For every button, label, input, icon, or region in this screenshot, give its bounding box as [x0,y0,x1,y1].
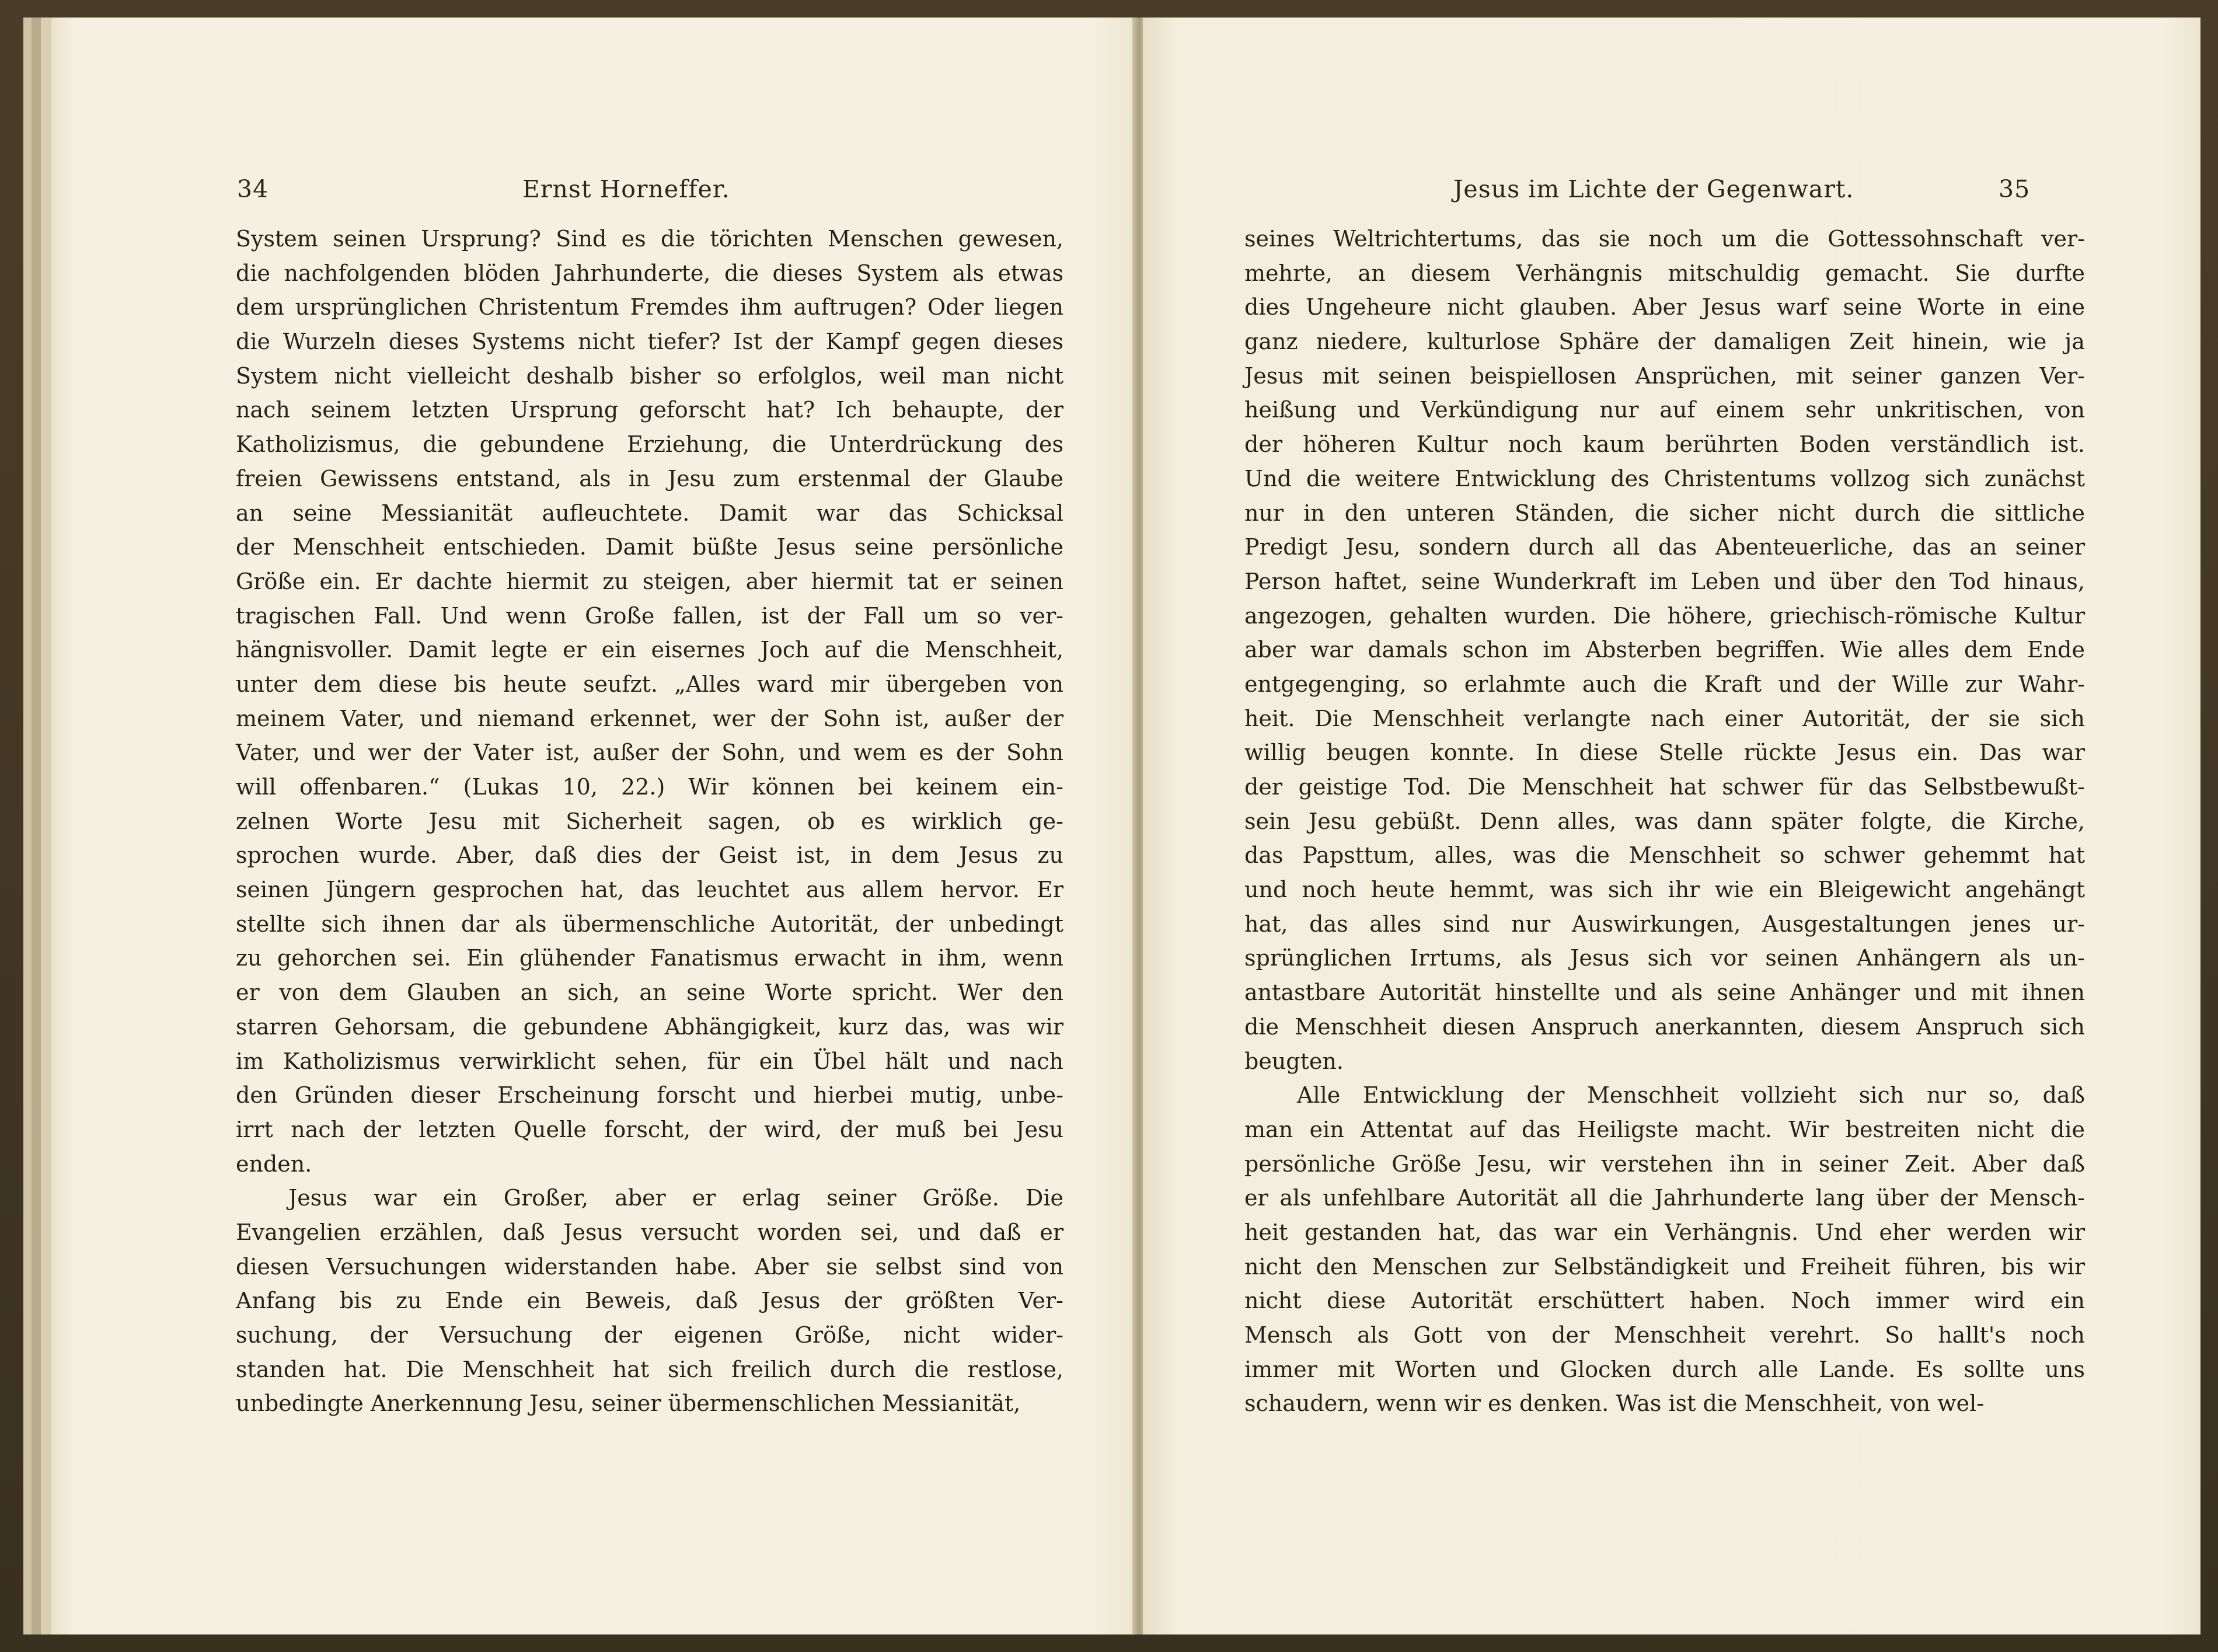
text-line: der Menschheit entschieden. Damit büßte Jesus seine persönliche [236,534,1063,560]
text-line: hängnisvoller. Damit legte er ein eisernes Joch auf die Menschheit, [236,637,1063,663]
text-line: er von dem Glauben an sich, an seine Worte spricht. Wer den [236,980,1063,1006]
running-head-right: Jesus im Lichte der Gegenwart. [1453,175,1854,203]
text-line: willig beugen konnte. In diese Stelle rückte Jesus ein. Das war [1244,740,2085,766]
text-line: nicht diese Autorität erschüttert haben. Noch immer wird ein [1244,1288,2085,1314]
text-line: Person haftet, seine Wunderkraft im Leben und über den Tod hinaus, [1244,568,2085,594]
text-line: heit. Die Menschheit verlangte nach einer Autorität, der sie sich [1244,705,2085,731]
text-line: das Papsttum, alles, was die Menschheit so schwer gehemmt hat [1244,842,2085,869]
text-line: diesen Versuchungen widerstanden habe. Aber sie selbst sind von [236,1253,1063,1280]
text-line: mehrte, an diesem Verhängnis mitschuldig gemacht. Sie durfte [1244,260,2085,286]
text-line: ganz niedere, kulturlose Sphäre der damaligen Zeit hinein, wie ja [1244,329,2085,355]
text-line: seines Weltrichtertums, das sie noch um die Gottessohnschaft ver- [1244,226,2085,252]
text-line: an seine Messianität aufleuchtete. Damit war das Schicksal [236,500,1063,526]
text-line: zu gehorchen sei. Ein glühender Fanatismus erwacht in ihm, wenn [236,945,1063,971]
text-line: sprochen wurde. Aber, daß dies der Geist ist, in dem Jesus zu [236,842,1063,869]
page-number-right: 35 [1999,175,2031,203]
text-line: der höheren Kultur noch kaum berührten Boden verständlich ist. [1244,431,2085,458]
text-line: Anfang bis zu Ende ein Beweis, daß Jesus der größten Ver- [236,1288,1063,1314]
text-line: beugten. [1244,1048,1344,1074]
text-line: Evangelien erzählen, daß Jesus versucht worden sei, und daß er [236,1219,1063,1245]
text-line: immer mit Worten und Glocken durch alle Lande. Es sollte uns [1244,1356,2085,1382]
text-line: dies Ungeheure nicht glauben. Aber Jesus warf seine Worte in eine [1244,294,2085,320]
text-line: persönliche Größe Jesu, wir verstehen ihn in seiner Zeit. Aber daß [1244,1151,2085,1177]
text-line: den Gründen dieser Erscheinung forscht und hierbei mutig, unbe- [236,1082,1063,1109]
text-line: er als unfehlbare Autorität all die Jahrhunderte lang über der Mensch- [1244,1185,2085,1211]
text-line: man ein Attentat auf das Heiligste macht. Wir bestreiten nicht die [1244,1116,2085,1142]
text-line: nur in den unteren Ständen, die sicher nicht durch die sittliche [1244,500,2085,526]
text-line: freien Gewissens entstand, als in Jesu zum erstenmal der Glaube [236,465,1063,492]
text-line: antastbare Autorität hinstellte und als seine Anhänger und mit ihnen [1244,980,2085,1006]
text-line: entgegenging, so erlahmte auch die Kraft und der Wille zur Wahr- [1244,671,2085,697]
page-number-left: 34 [237,175,269,203]
left-page-body [236,222,1063,1421]
text-line: standen hat. Die Menschheit hat sich freilich durch die restlose, [236,1356,1063,1382]
text-line: nach seinem letzten Ursprung geforscht hat? Ich behaupte, der [236,397,1063,423]
text-line: starren Gehorsam, die gebundene Abhängigkeit, kurz das, was wir [236,1013,1063,1040]
text-line: Alle Entwicklung der Menschheit vollzieht sich nur so, daß [1297,1082,2085,1109]
text-line: Jesus war ein Großer, aber er erlag seiner Größe. Die [288,1185,1063,1211]
running-head-left: Ernst Horneffer. [522,175,730,203]
text-line: enden. [236,1151,312,1177]
right-page [1143,18,2200,1634]
text-line: Vater, und wer der Vater ist, außer der Sohn, und wem es der Sohn [236,740,1063,766]
text-line: seinen Jüngern gesprochen hat, das leuchtet aus allem hervor. Er [236,877,1063,903]
text-line: System seinen Ursprung? Sind es die törichten Menschen gewesen, [236,226,1063,252]
right-page-body [1244,222,2085,1421]
text-line: Predigt Jesu, sondern durch all das Abenteuerliche, das an seiner [1244,534,2085,560]
text-line: Mensch als Gott von der Menschheit verehrt. So hallt's noch [1244,1322,2085,1348]
text-line: zelnen Worte Jesu mit Sicherheit sagen, ob es wirklich ge- [236,808,1063,834]
text-line: tragischen Fall. Und wenn Große fallen, ist der Fall um so ver- [236,602,1063,629]
text-line: sein Jesu gebüßt. Denn alles, was dann später folgte, die Kirche, [1244,808,2085,834]
text-line: heißung und Verkündigung nur auf einem sehr unkritischen, von [1244,397,2085,423]
text-line: will offenbaren.“ (Lukas 10, 22.) Wir können bei keinem ein- [236,774,1063,800]
text-line: unter dem diese bis heute seufzt. „Alles ward mir übergeben von [236,671,1063,697]
text-line: der geistige Tod. Die Menschheit hat schwer für das Selbstbewußt- [1244,774,2085,800]
text-line: suchung, der Versuchung der eigenen Größe, nicht wider- [236,1322,1063,1348]
text-line: sprünglichen Irrtums, als Jesus sich vor seinen Anhängern als un- [1244,945,2085,971]
text-line: schaudern, wenn wir es denken. Was ist die Menschheit, von wel- [1244,1390,1985,1417]
text-line: im Katholizismus verwirklicht sehen, für ein Übel hält und nach [236,1048,1063,1074]
text-line: die nachfolgenden blöden Jahrhunderte, die dieses System als etwas [236,260,1063,286]
text-line: die Wurzeln dieses Systems nicht tiefer? Ist der Kampf gegen dieses [236,329,1063,355]
text-line: heit gestanden hat, das war ein Verhängnis. Und eher werden wir [1244,1219,2085,1245]
text-line: hat, das alles sind nur Auswirkungen, Ausgestaltungen jenes ur- [1244,911,2085,937]
text-line: Katholizismus, die gebundene Erziehung, die Unterdrückung des [236,431,1063,458]
text-line: Und die weitere Entwicklung des Christentums vollzog sich zunächst [1244,465,2085,492]
text-line: aber war damals schon im Absterben begriffen. Wie alles dem Ende [1244,637,2085,663]
text-line: dem ursprünglichen Christentum Fremdes ihm auftrugen? Oder liegen [236,294,1063,320]
text-line: unbedingte Anerkennung Jesu, seiner übermenschlichen Messianität, [236,1390,1021,1417]
left-page [41,18,1137,1634]
text-line: irrt nach der letzten Quelle forscht, der wird, der muß bei Jesu [236,1116,1063,1142]
text-line: stellte sich ihnen dar als übermenschliche Autorität, der unbedingt [236,911,1063,937]
text-line: Jesus mit seinen beispiellosen Ansprüchen, mit seiner ganzen Ver- [1244,363,2085,389]
text-line: und noch heute hemmt, was sich ihr wie ein Bleigewicht angehängt [1244,877,2085,903]
text-line: nicht den Menschen zur Selbständigkeit und Freiheit führen, bis wir [1244,1253,2085,1280]
text-line: Größe ein. Er dachte hiermit zu steigen, aber hiermit tat er seinen [236,568,1063,594]
text-line: die Menschheit diesen Anspruch anerkannten, diesem Anspruch sich [1244,1013,2085,1040]
text-line: angezogen, gehalten wurden. Die höhere, griechisch-römische Kultur [1244,602,2085,629]
text-line: System nicht vielleicht deshalb bisher so erfolglos, weil man nicht [236,363,1063,389]
text-line: meinem Vater, und niemand erkennet, wer der Sohn ist, außer der [236,705,1063,731]
